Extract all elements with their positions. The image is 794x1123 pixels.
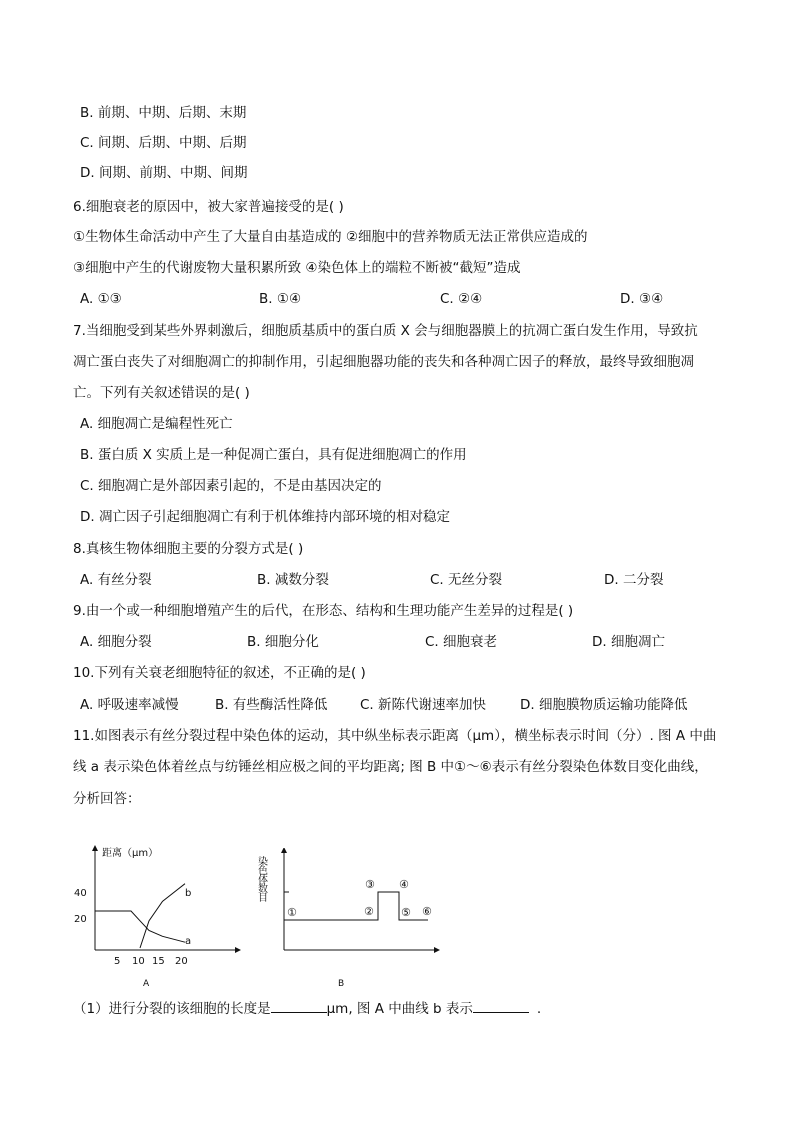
q9-option-d: D. 细胞凋亡 bbox=[592, 634, 665, 650]
q6-option-d: D. ③④ bbox=[620, 291, 664, 307]
figure-a-chart bbox=[68, 840, 248, 990]
figure-a-curve-b-label: b bbox=[185, 888, 192, 899]
figure-b-marker-1: ① bbox=[287, 906, 297, 919]
figure-b-marker-4: ④ bbox=[399, 878, 409, 891]
figure-b-marker-2: ② bbox=[364, 905, 374, 918]
q11-sub1-text-1: （1）进行分裂的该细胞的长度是 bbox=[73, 1001, 271, 1017]
q6-statement-2: ③细胞中产生的代谢废物大量积累所致 ④染色体上的端粒不断被“截短”造成 bbox=[73, 260, 521, 276]
figure-a-xtick-15: 15 bbox=[152, 956, 165, 967]
figure-a-ytick-40: 40 bbox=[74, 888, 87, 899]
figure-b-y-label-text: 染色体数目 bbox=[255, 856, 267, 901]
answer-blank-1[interactable] bbox=[271, 1000, 327, 1013]
q7-stem-line-1: 7.当细胞受到某些外界刺激后，细胞质基质中的蛋白质 X 会与细胞器膜上的抗凋亡蛋白发生作用，导致抗 bbox=[73, 323, 698, 339]
q6-option-b: B. ①④ bbox=[259, 291, 302, 307]
q10-stem: 10.下列有关衰老细胞特征的叙述，不正确的是( ) bbox=[73, 665, 366, 681]
q11-sub1-end: . bbox=[536, 1001, 542, 1017]
q11-sub1-text-2: μm, 图 A 中曲线 b 表示 bbox=[326, 1001, 473, 1017]
q8-option-c: C. 无丝分裂 bbox=[430, 572, 503, 588]
q10-option-d: D. 细胞膜物质运输功能降低 bbox=[520, 697, 688, 713]
q8-option-a: A. 有丝分裂 bbox=[80, 572, 152, 588]
figure-b-caption: B bbox=[338, 979, 345, 989]
q7-option-c: C. 细胞凋亡是外部因素引起的，不是由基因决定的 bbox=[80, 478, 382, 494]
q5-option-b: B. 前期、中期、后期、末期 bbox=[80, 105, 247, 121]
q6-stem: 6.细胞衰老的原因中，被大家普遍接受的是( ) bbox=[73, 199, 344, 215]
figure-a-curve-a bbox=[95, 911, 185, 942]
q9-option-a: A. 细胞分裂 bbox=[80, 634, 152, 650]
figure-a-curve-b bbox=[140, 884, 185, 948]
figure-a-xtick-5: 5 bbox=[114, 956, 121, 967]
q10-option-c: C. 新陈代谢速率加快 bbox=[360, 697, 487, 713]
q9-stem: 9.由一个或一种细胞增殖产生的后代，在形态、结构和生理功能产生差异的过程是( ) bbox=[73, 603, 574, 619]
figure-a-curve-a-label: a bbox=[185, 936, 192, 947]
q9-option-c: C. 细胞衰老 bbox=[425, 634, 498, 650]
figure-b-marker-6: ⑥ bbox=[422, 905, 432, 918]
figure-a-xtick-10: 10 bbox=[132, 956, 145, 967]
q11-stem-line-3: 分析回答： bbox=[73, 791, 141, 807]
q8-stem: 8.真核生物体细胞主要的分裂方式是( ) bbox=[73, 541, 304, 557]
figure-a-caption: A bbox=[143, 979, 150, 989]
figure-b-chart bbox=[255, 848, 445, 990]
q5-option-d: D. 间期、前期、中期、间期 bbox=[80, 165, 248, 181]
figure-b-marker-3: ③ bbox=[365, 878, 375, 891]
q10-option-b: B. 有些酶活性降低 bbox=[215, 697, 328, 713]
q11-stem-line-1: 11.如图表示有丝分裂过程中染色体的运动，其中纵坐标表示距离（μm），横坐标表示时间（分）. 图 A 中曲 bbox=[73, 728, 717, 744]
figure-a-y-label: 距离（μm） bbox=[102, 848, 159, 859]
q5-option-c: C. 间期、后期、中期、后期 bbox=[80, 135, 247, 151]
q8-option-d: D. 二分裂 bbox=[604, 572, 664, 588]
figure-b-marker-5: ⑤ bbox=[401, 906, 411, 919]
q6-statement-1: ①生物体生命活动中产生了大量自由基造成的 ②细胞中的营养物质无法正常供应造成的 bbox=[73, 229, 588, 245]
q9-option-b: B. 细胞分化 bbox=[247, 634, 319, 650]
q8-option-b: B. 减数分裂 bbox=[257, 572, 329, 588]
q11-subquestion-1 bbox=[73, 1000, 541, 1018]
answer-blank-2[interactable] bbox=[473, 1000, 529, 1013]
q7-option-a: A. 细胞凋亡是编程性死亡 bbox=[80, 416, 233, 432]
q7-stem-line-3: 亡。下列有关叙述错误的是( ) bbox=[73, 385, 250, 401]
q7-option-b: B. 蛋白质 X 实质上是一种促凋亡蛋白，具有促进细胞凋亡的作用 bbox=[80, 447, 467, 463]
q6-option-a: A. ①③ bbox=[80, 291, 122, 307]
q10-option-a: A. 呼吸速率减慢 bbox=[80, 697, 179, 713]
figure-a-xtick-20: 20 bbox=[175, 956, 188, 967]
q6-option-c: C. ②④ bbox=[440, 291, 483, 307]
q7-option-d: D. 凋亡因子引起细胞凋亡有利于机体维持内部环境的相对稳定 bbox=[80, 509, 450, 525]
figure-a-ytick-20: 20 bbox=[74, 914, 87, 925]
figure-b-y-label bbox=[256, 855, 268, 902]
q11-stem-line-2: 线 a 表示染色体着丝点与纺锤丝相应极之间的平均距离; 图 B 中①～⑥表示有丝分裂染色体数目变化曲线， bbox=[73, 759, 708, 775]
q7-stem-line-2: 凋亡蛋白丧失了对细胞凋亡的抑制作用，引起细胞器功能的丧失和各种凋亡因子的释放，最终导致细胞凋 bbox=[73, 354, 694, 370]
